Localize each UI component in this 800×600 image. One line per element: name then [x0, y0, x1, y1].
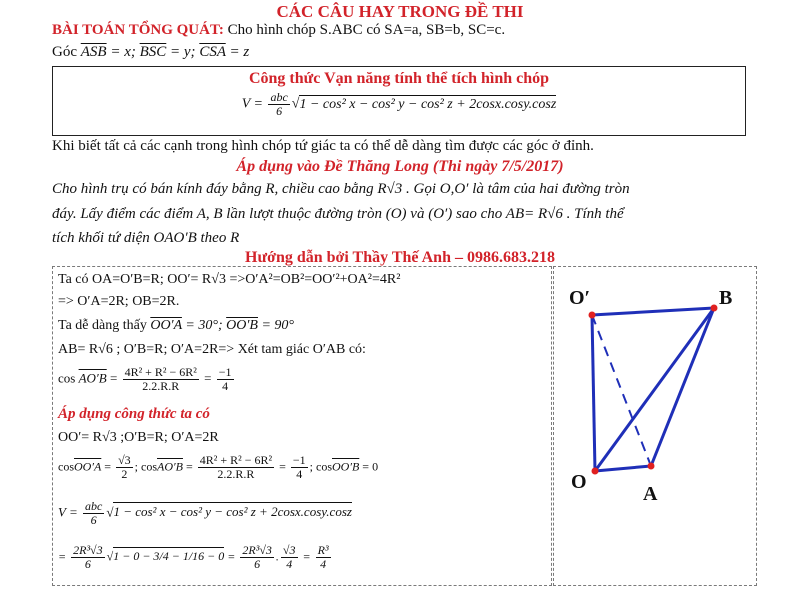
angle-asb: $\overline{ASB}$	[80, 44, 107, 60]
f-res-den: 4	[320, 557, 327, 571]
general-problem	[52, 22, 505, 39]
problem-line-2: đáy. Lấy điểm các điểm A, B lần lượt thuộc đường tròn (O) và (O′) sao cho AB= R√6 . Tính thể	[52, 206, 624, 222]
formula-root: 1 − cos² x − cos² y − cos² z + 2cosx.cosy.cosz	[299, 96, 557, 112]
v-den: 6	[90, 513, 97, 527]
note-text: Khi biết tất cả các cạnh trong hình chóp tứ giác ta có thể dễ dàng tìm được các góc ở đỉnh.	[52, 138, 594, 154]
application-title: Áp dụng vào Đề Thăng Long (Thi ngày 7/5/2017)	[236, 158, 564, 175]
f-root: 1 − 0 − 3/4 − 1/16 − 0	[113, 549, 225, 564]
f-mid-den: 6	[254, 557, 261, 571]
v-root: 1 − cos² x − cos² y − cos² z + 2cosx.cosy.cosz	[113, 504, 352, 520]
edge-o-prime-b	[592, 308, 714, 315]
cos-prefix: cos	[58, 370, 79, 386]
label-o: O	[571, 471, 587, 493]
eq3: = z	[225, 44, 250, 60]
c2-res-num: −1	[292, 453, 306, 467]
edge-a-b	[651, 308, 714, 466]
cos-angle: AO′B	[78, 370, 107, 386]
sol-angle-oob: OO′B	[226, 318, 258, 333]
f-res-num: R³	[317, 543, 329, 557]
edge-o-prime-a	[592, 315, 651, 466]
c2-res-den: 4	[296, 467, 303, 481]
angle-csa: $\overline{CSA}$	[199, 44, 226, 60]
point-b	[711, 305, 718, 312]
edge-o-prime-o	[592, 315, 595, 471]
c3-angle: OO′B	[332, 459, 360, 474]
eq1: = x;	[106, 44, 140, 60]
sol-line-4: AB= R√6 ; O′B=R; O′A=2R=> Xét tam giác O′AB có:	[58, 342, 366, 357]
cos-den: 2.2.R.R	[142, 379, 180, 393]
sol-volume-formula: V = $\frac{\text{abc}}{6}$ √1 − cos² x − cos² y − cos² z + 2cosx.cosy.cosz	[58, 499, 352, 527]
sol-cos-values: cosOO′A = $\frac{√3}{2}$ ; cosAO′B = $\frac{\text{4R² + R² − 6R²}}{2.2.R.R}$ = $\frac{-1}{4}$ ; cosOO′B = 0	[58, 453, 379, 481]
edge-o-b	[595, 308, 714, 471]
angle-bsc: $\overline{BSC}$	[139, 44, 167, 60]
f-mid-num: 2R³√3	[242, 543, 272, 557]
c1-num: √3	[118, 453, 131, 467]
sol-line-3	[58, 318, 294, 334]
sol-cos-line: cos AO′B = $\frac{\text{4R² + R² − 6R²}}{2.2.R.R}$ = $\frac{-1}{4}$	[58, 365, 232, 393]
problem-line-3: tích khối tứ diện OAO′B theo R	[52, 230, 240, 246]
page-title: CÁC CÂU HAY TRONG ĐỀ THI	[276, 2, 524, 21]
tetrahedron-figure	[553, 266, 757, 586]
formula-den: 6	[276, 104, 283, 118]
sol-line-2: => O′A=2R; OB=2R.	[58, 294, 180, 309]
problem-line-1: Cho hình trụ có bán kính đáy bằng R, chiều cao bằng R√3 . Gọi O,O′ là tâm của hai đường tròn	[52, 181, 630, 197]
f-s-num: √3	[282, 543, 296, 557]
point-o-prime	[589, 312, 596, 319]
c1-den: 2	[121, 467, 128, 481]
sol-l3c: = 30°;	[181, 318, 227, 333]
sol-l3a: Ta dễ dàng thấy	[58, 318, 151, 333]
formula-expression: V = $\frac{\text{abc}}{6}$ √1 − cos² x − cos² y − cos² z + 2cosx.cosy.cosz	[241, 90, 557, 118]
angle-definitions	[52, 44, 249, 61]
eq2: = y;	[166, 44, 200, 60]
guide-title: Hướng dẫn bởi Thầy Thế Anh – 0986.683.218	[245, 249, 555, 266]
label-b: B	[719, 287, 733, 309]
f-den: 6	[84, 557, 91, 571]
point-o	[592, 468, 599, 475]
cos-res-den: 4	[222, 379, 229, 393]
formula-box	[52, 66, 746, 136]
sol-line-1: Ta có OA=O′B=R; OO′= R√3 =>O′A²=OB²=OO′²+OA²=4R²	[58, 272, 401, 287]
sol-angle-ooa: OO′A	[150, 318, 182, 333]
f-s-den: 4	[286, 557, 293, 571]
v-num: abc	[84, 499, 103, 513]
label-o-prime: O′	[569, 287, 591, 309]
point-a	[648, 463, 655, 470]
formula-num: abc	[270, 90, 288, 104]
label-a: A	[643, 483, 658, 505]
c2-den: 2.2.R.R	[217, 467, 255, 481]
formula-title: Công thức Vạn năng tính thể tích hình chóp	[248, 70, 550, 87]
general-text: Cho hình chóp S.ABC có SA=a, SB=b, SC=c.	[223, 22, 506, 38]
c3-tail: = 0	[359, 459, 379, 474]
formula-v: V =	[241, 96, 267, 112]
general-label: BÀI TOÁN TỔNG QUÁT:	[52, 22, 224, 38]
c2-angle: AO′B	[157, 459, 183, 474]
cos-res-num: −1	[218, 365, 232, 379]
f-num: 2R³√3	[73, 543, 103, 557]
angles-prefix: Góc	[52, 44, 77, 60]
sol-l3e: = 90°	[257, 318, 295, 333]
c2-num: 4R² + R² − 6R²	[199, 453, 273, 467]
sol-line-6: OO′= R√3 ;O′B=R; O′A=2R	[58, 430, 219, 445]
solution-box	[52, 266, 552, 586]
apply-title: Áp dụng công thức ta có	[58, 406, 210, 422]
sol-final: = $\frac{\text{2R³√3}}{6}$ √1 − 0 − 3/4 − 1/16 − 0 = $\frac{\text{2R³√3}}{6}$ . $\frac{√3}{4}$ = $\frac{\text{R³}}{4}$	[58, 543, 329, 571]
edge-o-a	[595, 466, 651, 471]
c1-angle: OO′A	[74, 459, 102, 474]
cos-num: 4R² + R² − 6R²	[124, 365, 197, 379]
